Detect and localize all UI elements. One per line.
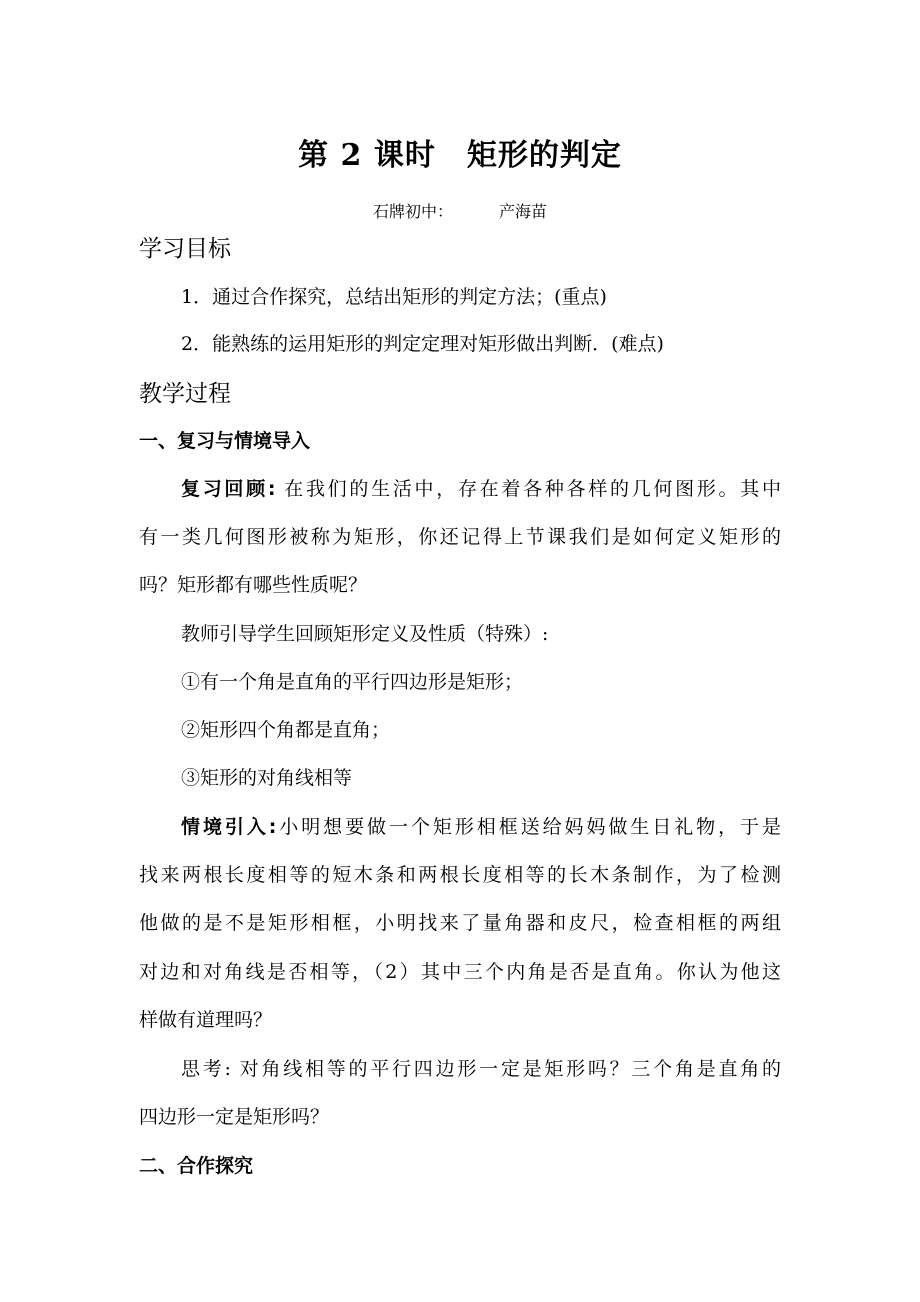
review-line-3: 吗？矩形都有哪些性质呢？ — [139, 574, 368, 596]
part2-heading: 二、合作探究 — [139, 1155, 254, 1177]
scene-line-5: 样做有道理吗？ — [139, 1009, 273, 1031]
property-point-1: ①有一个角是直角的平行四边形是矩形； — [181, 671, 524, 693]
scene-line-1 — [181, 812, 781, 842]
review-line-1 — [181, 474, 781, 504]
goals-heading: 学习目标 — [139, 236, 231, 262]
review-label: 复习回顾: — [181, 478, 276, 500]
process-heading: 教学过程 — [139, 381, 231, 407]
part1-heading: 一、复习与情境导入 — [139, 430, 311, 452]
goal-item-2: 2．能熟练的运用矩形的判定定理对矩形做出判断．(难点) — [181, 333, 664, 355]
think-line-1: 思考: 对角线相等的平行四边形一定是矩形吗？三个角是直角的 — [181, 1058, 781, 1080]
scene-text-1: 小明想要做一个矩形相框送给妈妈做生日礼物，于是 — [276, 816, 781, 838]
scene-line-2: 找来两根长度相等的短木条和两根长度相等的长木条制作，为了检测 — [139, 864, 781, 886]
property-point-3: ③矩形的对角线相等 — [181, 767, 353, 789]
scene-line-4: 对边和对角线是否相等，（2）其中三个内角是否是直角。你认为他这 — [139, 961, 781, 983]
school-name: 石牌初中： — [372, 202, 453, 221]
review-line-2: 有一类几何图形被称为矩形，你还记得上节课我们是如何定义矩形的 — [139, 526, 781, 548]
scene-line-3: 他做的是不是矩形相框，小明找来了量角器和皮尺，检查相框的两组 — [139, 912, 781, 934]
teacher-name: 产海苗 — [499, 202, 548, 221]
scene-label: 情境引入: — [181, 816, 277, 838]
goal-item-1: 1．通过合作探究，总结出矩形的判定方法；(重点) — [181, 286, 607, 308]
guide-line: 教师引导学生回顾矩形定义及性质（特殊）: — [181, 623, 549, 645]
review-text-1: 在我们的生活中，存在着各种各样的几何图形。其中 — [284, 478, 781, 500]
lesson-title: 第 2 课时 矩形的判定 — [298, 138, 622, 173]
author-line — [0, 200, 920, 224]
think-line-2: 四边形一定是矩形吗？ — [139, 1106, 330, 1128]
property-point-2: ②矩形四个角都是直角； — [181, 719, 391, 741]
